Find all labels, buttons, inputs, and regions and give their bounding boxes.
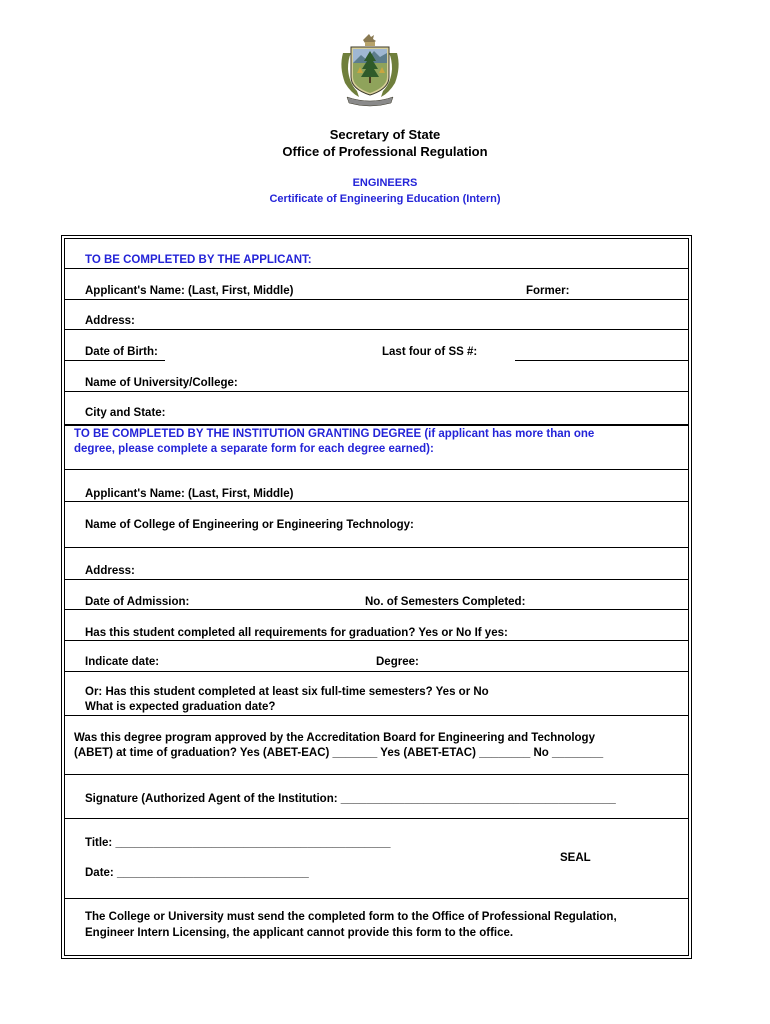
header-engineers: ENGINEERS — [352, 177, 418, 189]
footer-line1: The College or University must send the completed form to the Office of Professional Regulation, — [85, 911, 617, 923]
or-line1: Or: Has this student completed at least six full-time semesters? Yes or No — [85, 686, 489, 698]
signature-label: Signature (Authorized Agent of the Institution: ___________________________________________ — [85, 793, 616, 805]
city-row[interactable] — [64, 392, 689, 424]
header-office: Office of Professional Regulation — [282, 144, 488, 159]
or-line2: What is expected graduation date? — [85, 701, 276, 713]
abet-row[interactable] — [64, 716, 689, 775]
inst-address-row[interactable] — [64, 548, 689, 580]
admission-label: Date of Admission: — [85, 596, 190, 608]
admission-row[interactable] — [64, 580, 689, 610]
college-row[interactable] — [64, 502, 689, 548]
signature-row[interactable] — [64, 775, 689, 819]
indicate-date-row[interactable] — [64, 641, 689, 672]
seal-label: SEAL — [560, 852, 591, 864]
dob-label: Date of Birth: — [85, 346, 158, 358]
applicant-address-label: Address: — [85, 315, 135, 327]
header-secretary: Secretary of State — [329, 127, 441, 142]
footer-line2: Engineer Intern Licensing, the applicant cannot provide this form to the office. — [85, 927, 514, 939]
university-label: Name of University/College: — [85, 377, 238, 389]
indicate-date-label: Indicate date: — [85, 656, 160, 668]
degree-label: Degree: — [376, 656, 419, 668]
inst-applicant-row[interactable] — [64, 470, 689, 502]
inst-applicant-name-label: Applicant's Name: (Last, First, Middle) — [85, 488, 294, 500]
applicant-name-row[interactable] — [64, 269, 689, 300]
institution-title-line1: TO BE COMPLETED BY THE INSTITUTION GRANTING DEGREE (if applicant has more than one — [74, 428, 595, 440]
inst-address-label: Address: — [85, 565, 135, 577]
requirements-row[interactable] — [64, 610, 689, 641]
applicant-title-row — [64, 238, 689, 269]
college-label: Name of College of Engineering or Engineering Technology: — [85, 519, 414, 531]
applicant-section-title: TO BE COMPLETED BY THE APPLICANT: — [85, 254, 312, 266]
semesters-label: No. of Semesters Completed: — [365, 596, 526, 608]
state-seal-icon — [339, 33, 401, 107]
title-label: Title: ___________________________________________ — [85, 837, 391, 849]
university-row[interactable] — [64, 361, 689, 392]
date-label: Date: ______________________________ — [85, 867, 309, 879]
ss-label: Last four of SS #: — [382, 346, 478, 358]
footer-note — [64, 899, 689, 956]
requirements-label: Has this student completed all requirements for graduation? Yes or No If yes: — [85, 627, 508, 639]
abet-line2: (ABET) at time of graduation? Yes (ABET-EAC) _______ Yes (ABET-ETAC) ________ No ________ — [74, 747, 604, 759]
title-date-block[interactable] — [64, 819, 689, 899]
applicant-address-row[interactable] — [64, 300, 689, 330]
institution-title-row — [64, 426, 689, 470]
dob-row[interactable] — [64, 330, 689, 361]
former-name-label: Former: — [526, 285, 570, 297]
institution-title-line2: degree, please complete a separate form for each degree earned): — [74, 443, 434, 455]
applicant-name-label: Applicant's Name: (Last, First, Middle) — [85, 285, 294, 297]
city-label: City and State: — [85, 407, 166, 419]
abet-line1: Was this degree program approved by the Accreditation Board for Engineering and Technology — [74, 732, 595, 744]
six-semesters-row[interactable] — [64, 672, 689, 716]
header-certificate: Certificate of Engineering Education (Intern) — [269, 193, 501, 205]
